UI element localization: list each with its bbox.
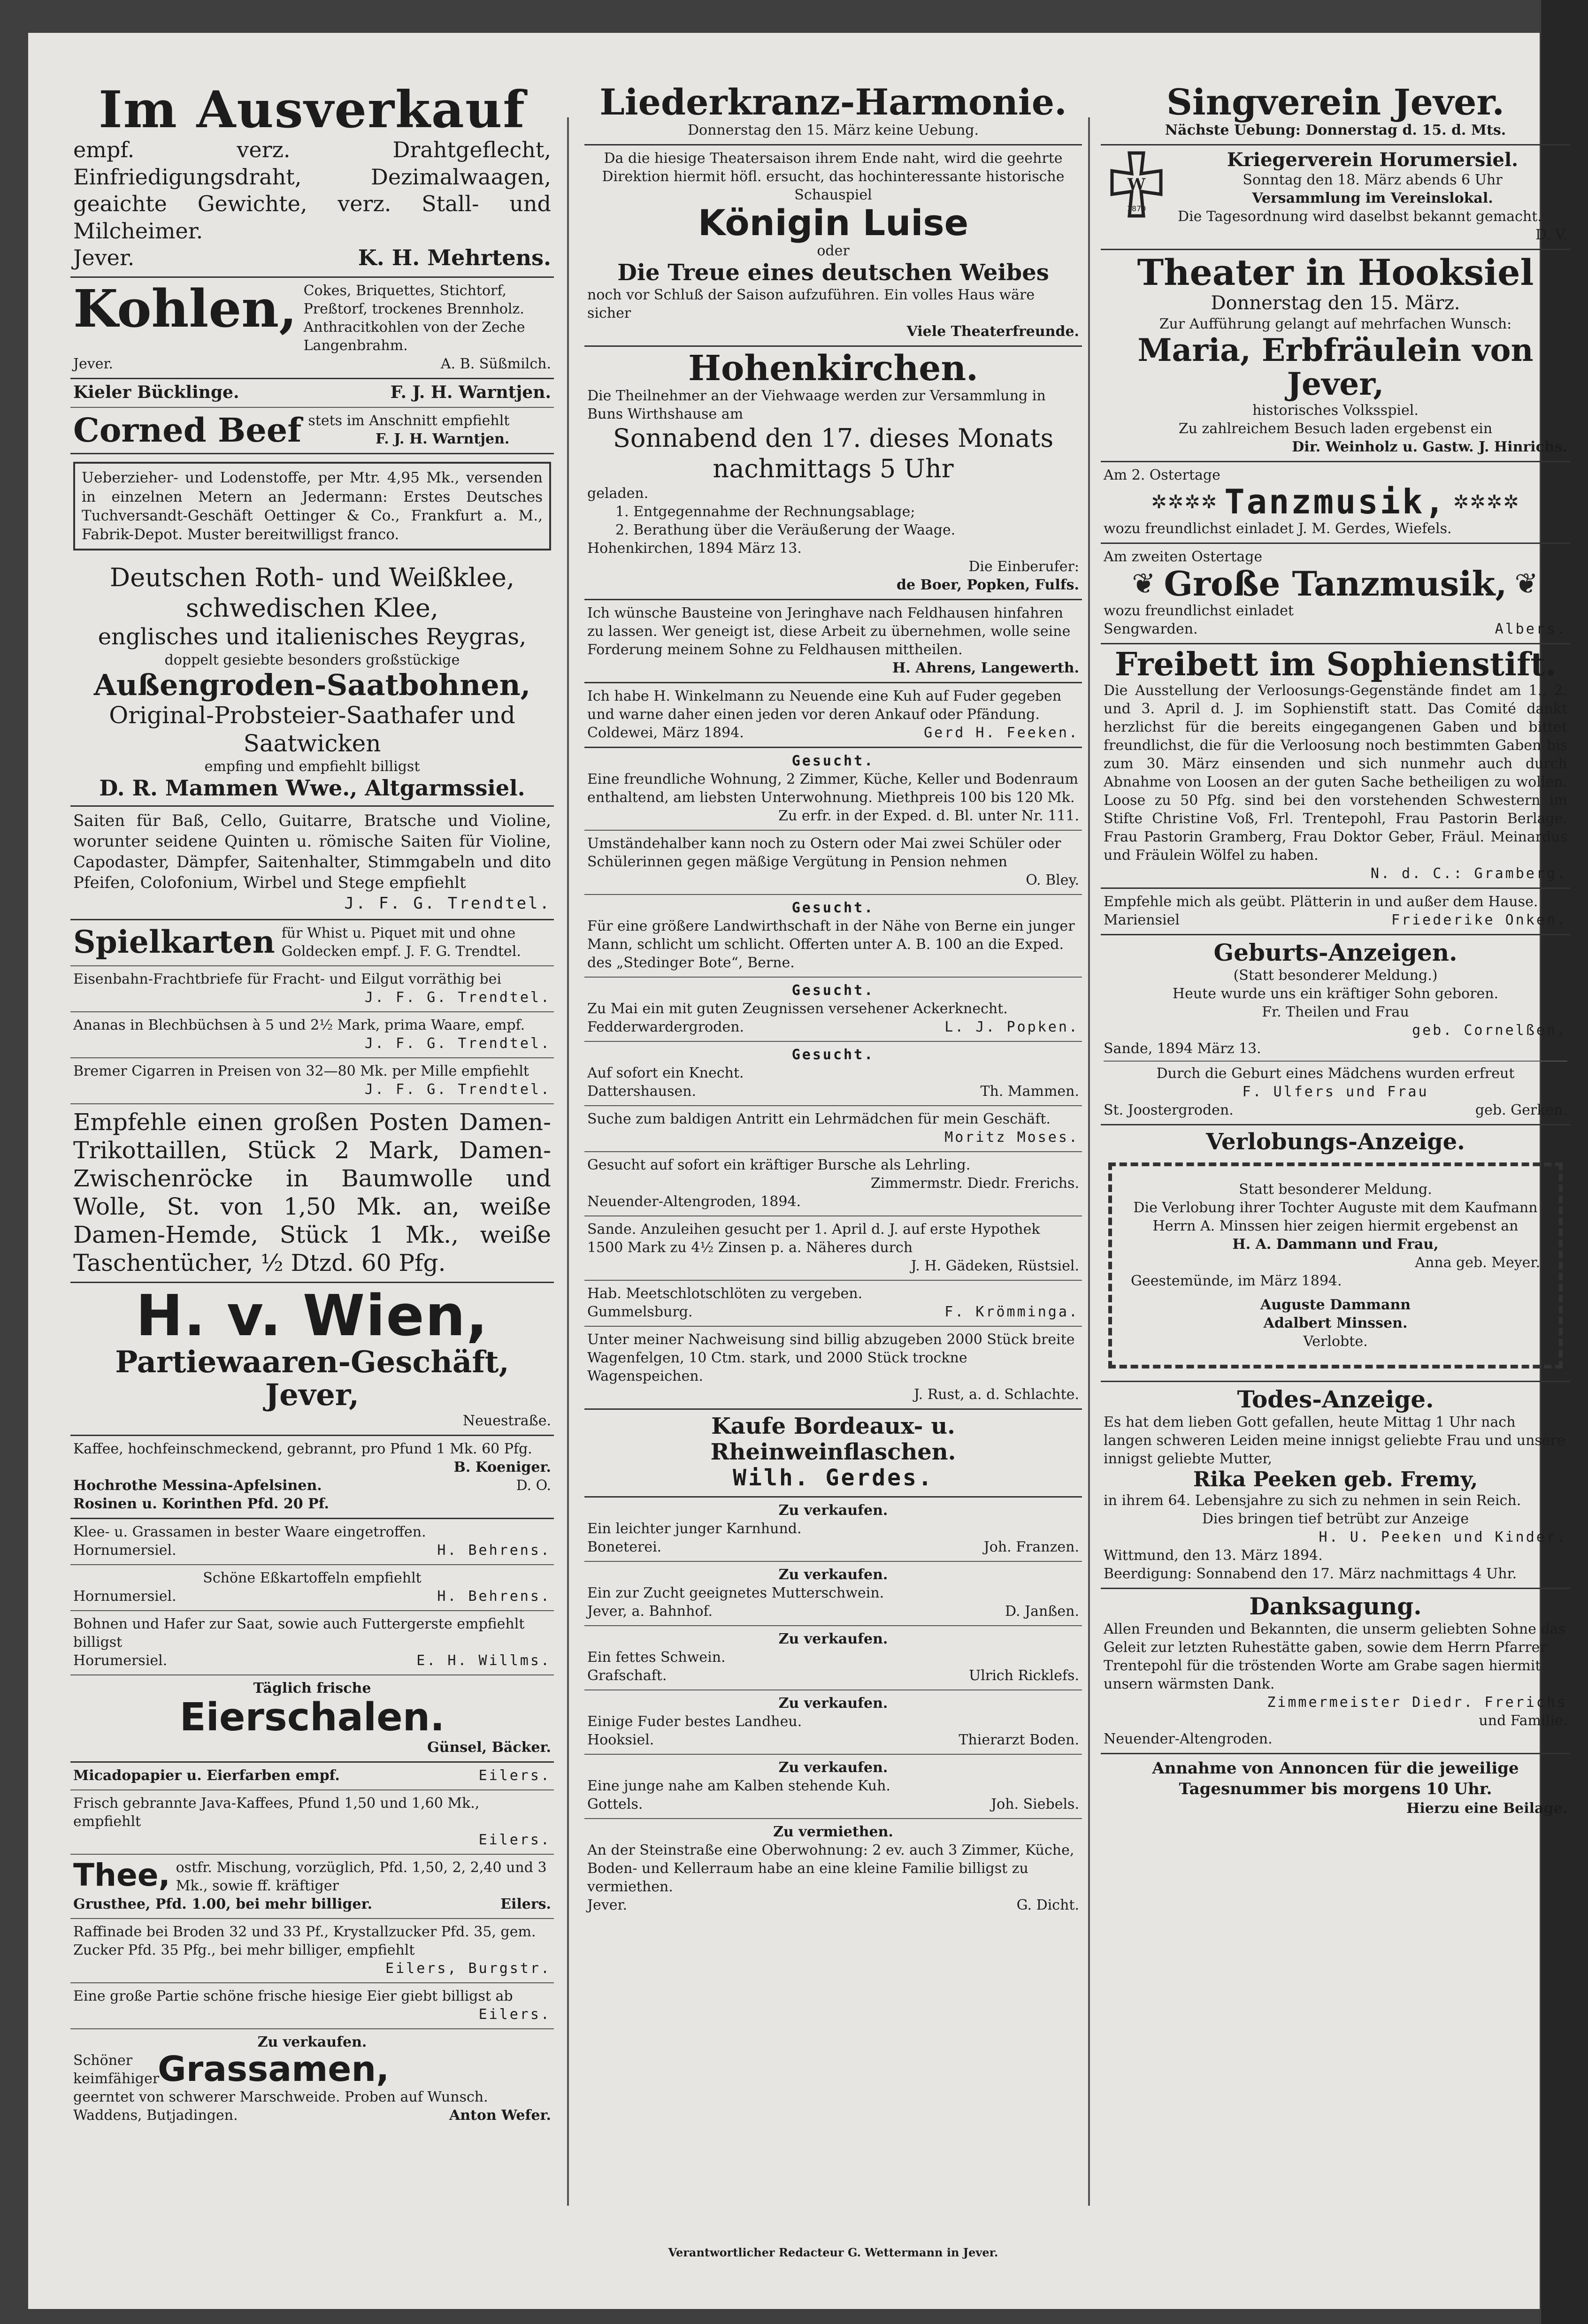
ad-eier [70,1983,554,2029]
vermieten-head: Zu vermiethen. [773,1823,893,1840]
ausverkauf-seller: K. H. Mehrtens. [358,245,551,271]
micado-seller: Eilers. [478,1767,551,1784]
ackerknecht-head: Gesucht. [791,982,875,999]
schloeten-seller: F. Krömminga. [944,1304,1079,1321]
cornedbeef-label: Corned Beef [73,410,302,450]
cross-year: 1870 [1127,204,1146,213]
mutterschwein-seller: D. Janßen. [1005,1603,1079,1620]
ad-cigarren [70,1058,554,1104]
ad-kartoffeln [70,1565,554,1611]
wohnung-text: Eine freundliche Wohnung, 2 Zimmer, Küche, Keller und Bodenraum enthaltend, am liebsten Unterwohnung. Miethpreis 100 bis 120 Mk. [587,771,1078,806]
liederkranz-headline: Liederkranz-Harmonie. [599,81,1067,123]
ad-freibett [1101,644,1570,889]
buecklinge-label: Kieler Bücklinge. [73,382,239,402]
ad-kuh2 [584,1755,1082,1819]
todes-headline: Todes-Anzeige. [1237,1385,1434,1414]
kuh2-place: Gottels. [587,1796,643,1812]
ackerknecht-place: Fedderwardergroden. [587,1019,744,1036]
saat-line1: Deutschen Roth- und Weißklee, [109,563,515,593]
ananas-seller: J. F. G. Trendtel. [364,1035,551,1052]
grassamen-text: geerntet von schwerer Marschweide. Proben auf Wunsch. [73,2088,488,2105]
ad-spielkarten [70,920,554,966]
footer-editor: Verantwortlicher Redacteur G. Wettermann in Jever. [668,2246,998,2259]
schueler-seller: O. Bley. [1026,872,1079,889]
cornedbeef-seller: F. J. H. Warntjen. [376,431,510,448]
ad-landheu [584,1690,1082,1755]
wien-headline: H. v. Wien, [136,1283,489,1349]
ackerknecht-text: Zu Mai ein mit guten Zeugnissen versehener Ackerknecht. [587,1001,1008,1017]
dank-text: Allen Freunden und Bekannten, die unserm geliebten Sohne das Geleit zur letzten Ruhestätte gaben, sowie dem Herrn Pfarrer Trentepohl für die tröstenden Worte am Grabe sagen hiermit unsern wärmsten Dank. [1104,1621,1565,1692]
todes-place: Wittmund, den 13. März 1894. [1104,1547,1323,1564]
kaffee-seller: B. Koeniger. [453,1459,551,1476]
karnhund-seller: Joh. Franzen. [983,1538,1079,1555]
hohenkirchen-item1: 1. Entgegennahme der Rechnungsablage; [615,504,915,520]
sande-text: Sande. Anzuleihen gesucht per 1. April d. J. auf erste Hypothek 1500 Mark zu 4½ Zinsen p. a. Näheres durch [587,1221,1040,1256]
geburt-names3: F. Ulfers und Frau [1242,1083,1429,1100]
freibett-text: Die Ausstellung der Verloosungs-Gegenstände findet am 1., 2. und 3. April d. J. im Sophienstift statt. Das Comité dankt herzlichst für die bereits eingegangenen Gaben und bittet freundlichst, die für die Verloosung noch bestimmten Gaben bis zum 30. März einsenden und sich nunmehr auch durch Abnahme von Loosen an der guten Sache betheiligen zu wollen. Loose zu 50 Pfg. sind bei den vorstehenden Schwestern im Stifte Christine Voß, Frl. Trentepohl, Frau Pastorin Berlage, Frau Pastorin Gramberg, Frau Doktor Geber, Fräul. Meinardus und Fräulein Wölfel zu haben. [1104,682,1567,864]
tanz2-place: Sengwarden. [1104,620,1198,637]
verlobung-bride: Auguste Dammann [1260,1297,1411,1314]
ad-annahme [1101,1754,1570,1822]
kuh2-seller: Joh. Siebels. [991,1796,1079,1812]
saat-seller: D. R. Mammen Wwe., Altgarmssiel. [99,775,525,801]
mutterschwein-place: Jever, a. Bahnhof. [587,1603,713,1620]
spielkarten-text: für Whist u. Piquet mit und ohne Goldecken empf. J. F. G. Trendtel. [281,925,521,960]
frachtbriefe-text: Eisenbahn-Frachtbriefe für Fracht- und Eilgut vorräthig bei [73,971,501,987]
geburt-sub: (Statt besonderer Meldung.) [1233,967,1438,984]
ad-trikot [70,1104,554,1283]
verlobung-status: Verlobte. [1303,1333,1368,1350]
saiten-text: Saiten für Baß, Cello, Guitarre, Bratsche und Violine, worunter seidene Quinten u. römische Saiten für Violine, Capodaster, Dämpfer, Saitenhalter, Stimmgabeln und dito Pfeifen, Colofonium, Wirbel und Stege empfiehlt [73,811,551,893]
bursche-place: Neuender-Altengroden, 1894. [587,1193,801,1210]
knecht-text: Auf sofort ein Knecht. [587,1065,744,1082]
eier-seller: Eilers. [478,2006,551,2023]
theater-sig: Dir. Weinholz u. Gastw. J. Hinrichs. [1292,438,1567,455]
eierschalen-seller: Günsel, Bäcker. [427,1739,551,1756]
vermieten-place: Jever. [587,1896,628,1913]
landwirt-head: Gesucht. [791,900,875,917]
ad-saiten [70,807,554,920]
luise-sig: Viele Theaterfreunde. [906,323,1079,340]
column-3 [1101,80,1570,2229]
ad-tanzmusik-1 [1101,462,1570,544]
kohlen-headline: Kohlen, [73,278,297,339]
frachtbriefe-seller: J. F. G. Trendtel. [364,989,551,1006]
thee-label: Thee, [73,1857,170,1893]
wagenfelgen-seller: J. Rust, a. d. Schlachte. [913,1386,1079,1403]
tanz2-headline: Große Tanzmusik, [1164,564,1507,604]
grassamen-headline: Grassamen, [158,2049,390,2089]
kuh2-text: Eine junge nahe am Kalben stehende Kuh. [587,1777,890,1794]
wagenfelgen-text: Unter meiner Nachweisung sind billig abzugeben 2000 Stück breite Wagenfelgen, 10 Ctm. stark, und 2000 Stück trockne Wagenspeichen. [587,1331,1075,1385]
cigarren-text: Bremer Cigarren in Preisen von 32—80 Mk. per Mille empfiehlt [73,1063,529,1079]
ad-landwirt [584,895,1082,978]
ad-wien [70,1283,554,1437]
spielkarten-label: Spielkarten [73,924,275,961]
ad-kaffee [70,1436,554,1519]
eierschalen-pre: Täglich frische [253,1680,371,1697]
ad-knecht [584,1042,1082,1106]
singverein-sub: Nächste Uebung: Donnerstag d. 15. d. Mts. [1165,122,1506,138]
ad-plaetterin [1101,889,1570,935]
verlobung-sub: Statt besonderer Meldung. [1239,1181,1432,1198]
kleesamen-text: Klee- u. Grassamen in bester Waare eingetroffen. [73,1524,426,1541]
hohenkirchen-date: Sonnabend den 17. dieses Monats [613,423,1054,453]
tanz1-headline: Tanzmusik, [1224,482,1447,521]
kuh-place: Coldewei, März 1894. [587,725,744,742]
todes-funeral: Beerdigung: Sonnabend den 17. März nachmittags 4 Uhr. [1104,1566,1517,1582]
saat-line7: empfing und empfiehlt billigst [204,758,420,775]
theater-date: Donnerstag den 15. März. [1211,292,1460,314]
kaffee-line3: Rosinen u. Korinthen Pfd. 20 Pf. [73,1496,329,1513]
saiten-seller: J. F. G. Trendtel. [344,894,551,913]
bohnen-place: Horumersiel. [73,1652,168,1669]
landheu-text: Einige Fuder bestes Landheu. [587,1713,802,1730]
verlobung-parents: H. A. Dammann und Frau, [1232,1236,1439,1253]
scroll-left-icon: ❦ [1132,567,1157,601]
ad-koenigin-luise [584,145,1082,347]
karnhund-place: Boneterei. [587,1538,662,1555]
verlobung-place: Geestemünde, im März 1894. [1131,1273,1342,1290]
kriegerverein-line1: Sonntag den 18. März abends 6 Uhr [1243,171,1503,188]
ad-karnhund [584,1498,1082,1562]
raffinade-text: Raffinade bei Broden 32 und 33 Pf., Krystallzucker Pfd. 35, gem. Zucker Pfd. 35 Pfg., bei mehr billiger, empfiehlt [73,1923,536,1958]
geburt-names: Fr. Theilen und Frau [1262,1003,1409,1020]
geburt-place2: St. Joostergroden. [1104,1101,1234,1118]
todes-text: Es hat dem lieben Gott gefallen, heute Mittag 1 Uhr nach langen schweren Leiden meine innigst geliebte Frau und unsere innigst geliebte Mutter, [1104,1414,1565,1467]
java-seller: Eilers. [478,1831,551,1848]
dank-place: Neuender-Altengroden. [1104,1730,1273,1747]
kriegerverein-line2: Versammlung im Vereinslokal. [1252,190,1493,206]
ad-grassamen [70,2029,554,2129]
landheu-seller: Thierarzt Boden. [959,1731,1079,1748]
plaetterin-text: Empfehle mich als geübt. Plätterin in und außer dem Hause. [1104,894,1538,910]
tanz1-pre: Am 2. Ostertage [1104,466,1220,483]
ad-corned-beef [70,408,554,454]
hohenkirchen-role: Die Einberufer: [968,558,1079,575]
kartoffeln-place: Hornumersiel. [73,1588,176,1605]
plaetterin-place: Mariensiel [1104,912,1180,929]
geburt-headline: Geburts-Anzeigen. [1213,939,1458,967]
geburt-names2: geb. Cornelßen. [1412,1022,1567,1039]
hohenkirchen-time: nachmittags 5 Uhr [713,454,954,484]
ad-ausverkauf [70,80,554,278]
scroll-right-icon: ❦ [1514,567,1539,601]
liederkranz-sub: Donnerstag den 15. März keine Uebung. [687,122,979,138]
cornedbeef-text: stets im Anschnitt empfiehlt [308,413,510,429]
schwein-place: Grafschaft. [587,1667,667,1684]
kuh-seller: Gerd H. Feeken. [924,725,1079,742]
hohenkirchen-sig: de Boer, Popken, Fulfs. [896,577,1079,594]
tanz2-seller: Albers. [1495,620,1567,637]
kriegerverein-title: Kriegerverein Horumersiel. [1227,148,1519,171]
buecklinge-seller: F. J. H. Warntjen. [390,382,551,402]
lodenstoffe-text: Ueberzieher- und Lodenstoffe, per Mtr. 4,95 Mk., versenden in einzelnen Metern an Jedermann: Erstes Deutsches Tuchversandt-Geschäft Oettinger & Co., Frankfurt a. M., Fabrik-Depot. Muster bereitwilligst franco. [73,462,551,550]
ornament-left-icon: ✲✲✲✲ [1151,491,1218,513]
raffinade-seller: Eilers, Burgstr. [385,1960,551,1977]
lehrmaedchen-seller: Moritz Moses. [944,1129,1079,1146]
landheu-place: Hooksiel. [587,1731,654,1748]
grassamen-side: Schöner keimfähiger [73,2052,160,2087]
luise-subtitle: Die Treue eines deutschen Weibes [617,259,1049,286]
ad-danksagung [1101,1589,1570,1754]
ad-geburt [1101,935,1570,1125]
saat-line5: Außengroden-Saatbohnen, [93,667,531,702]
kriegerverein-sig: D. V. [1535,226,1567,243]
verlobung-mother: Anna geb. Meyer. [1415,1254,1540,1271]
schloeten-place: Gummelsburg. [587,1304,693,1321]
landheu-head: Zu verkaufen. [778,1695,888,1712]
ad-lehrmaedchen [584,1106,1082,1152]
ad-thee [70,1855,554,1919]
kohlen-list: Cokes, Briquettes, Stichtorf, Preßtorf, trockenes Brennholz. Anthracitkohlen von der Zeche Langenbrahm. [303,282,525,354]
ad-hohenkirchen [584,347,1082,600]
schueler-text: Umständehalber kann noch zu Ostern oder Mai zwei Schüler oder Schülerinnen gegen mäßige Vergütung in Pension nehmen [587,835,1061,871]
theater-genre: historisches Volksspiel. [1252,402,1419,419]
ad-sande [584,1216,1082,1281]
kleesamen-seller: H. Behrens. [437,1542,551,1559]
kaffee-text: Kaffee, hochfeinschmeckend, gebrannt, pro Pfund 1 Mk. 60 Pfg. [73,1441,532,1458]
column-2 [584,80,1082,2229]
knecht-head: Gesucht. [791,1047,875,1063]
wohnung-head: Gesucht. [791,753,875,770]
saat-line4: doppelt gesiebte besonders großstückige [164,651,460,668]
theater-headline: Theater in Hooksiel [1137,251,1534,293]
ausverkauf-body: empf. verz. Drahtgeflecht, Einfriedigungsdraht, Dezimalwaagen, geaichte Gewichte, verz. Stall- und Milcheimer. [73,137,551,244]
mutterschwein-head: Zu verkaufen. [778,1566,888,1583]
vermieten-text: An der Steinstraße eine Oberwohnung: 2 ev. auch 3 Zimmer, Küche, Boden- und Kellerraum habe an eine kleine Familie billigst zu vermiethen. [587,1842,1074,1895]
kohlen-place: Jever. [73,355,114,372]
flaschen-seller: Wilh. Gerdes. [733,1465,934,1491]
ad-java [70,1790,554,1855]
ad-kriegerverein [1101,145,1570,250]
micado-text: Micadopapier u. Eierfarben empf. [73,1767,340,1784]
ackerknecht-seller: L. J. Popken. [944,1019,1079,1036]
verlobung-headline: Verlobungs-Anzeige. [1206,1128,1465,1155]
todes-sig: H. U. Peeken und Kinder. [1319,1529,1567,1546]
ad-schwein [584,1626,1082,1690]
eierschalen-headline: Eierschalen. [179,1695,445,1740]
schwein-head: Zu verkaufen. [778,1630,888,1647]
column-rule-1 [567,117,569,2206]
dank-headline: Danksagung. [1249,1592,1422,1621]
luise-text2: noch vor Schluß der Saison aufzuführen. Ein volles Haus wäre sicher [587,286,1035,321]
wien-sub: Partiewaaren-Geschäft, Jever, [115,1344,509,1413]
theater-text: Zur Aufführung gelangt auf mehrfachen Wunsch: [1159,315,1512,332]
ad-eierschalen [70,1675,554,1762]
ad-theater [1101,250,1570,462]
grassamen-place: Waddens, Butjadingen. [73,2107,238,2124]
schwein-text: Ein fettes Schwein. [587,1649,726,1666]
saat-line6: Original-Probsteier-Saathafer und Saatwicken [109,701,515,757]
annahme-note: Hierzu eine Beilage. [1406,1800,1567,1817]
ad-wagenfelgen [584,1327,1082,1410]
karnhund-text: Ein leichter junger Karnhund. [587,1520,802,1537]
ad-mutterschwein [584,1562,1082,1626]
schwein-seller: Ulrich Ricklefs. [968,1667,1079,1684]
kleesamen-place: Hornumersiel. [73,1542,176,1559]
ad-vermieten [584,1819,1082,1919]
theater-invite: Zu zahlreichem Besuch laden ergebenst ein [1178,420,1493,437]
tanz2-text: wozu freundlichst einladet [1104,602,1294,619]
ad-lodenstoffe [70,454,554,559]
dank-sig2: und Familie. [1479,1712,1567,1729]
kaffee-line2: Hochrothe Messina-Apfelsinen. [73,1477,322,1494]
verlobung-groom: Adalbert Minssen. [1263,1315,1408,1332]
knecht-place: Dattershausen. [587,1083,697,1100]
ad-liederkranz [584,80,1082,145]
hohenkirchen-text: Die Theilnehmer an der Viehwaage werden zur Versammlung in Buns Wirthshause am [587,388,1046,423]
hohenkirchen-dateline: Hohenkirchen, 1894 März 13. [587,540,802,557]
thee-line2: Grusthee, Pfd. 1.00, bei mehr billiger. [73,1896,373,1912]
hohenkirchen-item2: 2. Berathung über die Veräußerung der Waage. [615,522,956,539]
luise-oder: oder [817,242,850,259]
schloeten-text: Hab. Meetschlotschlöten zu vergeben. [587,1285,863,1302]
geburt-names4: geb. Gerken. [1475,1101,1567,1118]
bohnen-seller: E. H. Willms. [416,1652,551,1669]
freibett-sig: N. d. C.: Gramberg. [1370,865,1567,882]
bursche-text: Gesucht auf sofort ein kräftiger Bursche als Lehrling. [587,1157,971,1174]
cigarren-seller: J. F. G. Trendtel. [364,1081,551,1098]
saat-line2: schwedischen Klee, [185,593,439,623]
geburt-text2: Durch die Geburt eines Mädchens wurden erfreut [1156,1065,1515,1082]
ad-kohlen [70,278,554,379]
todes-text3: Dies bringen tief betrübt zur Anzeige [1202,1511,1469,1528]
geburt-text: Heute wurde uns ein kräftiger Sohn geboren. [1172,985,1499,1002]
thee-seller: Eilers. [500,1896,551,1912]
kartoffeln-seller: H. Behrens. [437,1588,551,1605]
grassamen-pre: Zu verkaufen. [257,2034,367,2050]
trikot-text: Empfehle einen großen Posten Damen-Trikottaillen, Stück 2 Mark, Damen-Zwischenröcke in Baumwolle und Wolle, St. von 1,50 Mk. an, weiße Damen-Hemde, Stück 1 Mk., weiße Taschentücher, ½ Dtzd. 60 Pfg. [73,1108,551,1277]
bursche-seller: Zimmermstr. Diedr. Frerichs. [870,1175,1079,1192]
kartoffeln-text: Schöne Eßkartoffeln empfiehlt [203,1570,422,1587]
java-text: Frisch gebrannte Java-Kaffees, Pfund 1,50 und 1,60 Mk., empfiehlt [73,1795,480,1830]
dank-sig: Zimmermeister Diedr. Frerichs [1267,1694,1567,1711]
ad-buecklinge [70,379,554,408]
ad-bausteine [584,600,1082,683]
landwirt-text: Für eine größere Landwirthschaft in der Nähe von Berne ein junger Mann, schlicht um schlicht. Offerten unter A. B. 100 an die Exped. des „Stedinger Bote“, Berne. [587,918,1075,971]
ad-ackerknecht [584,978,1082,1042]
wohnung-line2: Zu erfr. in der Exped. d. Bl. unter Nr. 111. [778,808,1079,825]
ad-ananas [70,1012,554,1058]
ad-micado [70,1763,554,1790]
verlobung-frame [1108,1162,1563,1368]
kuh-text: Ich habe H. Winkelmann zu Neuende eine Kuh auf Fuder gegeben und warne daher einen jeden vor deren Ankauf oder Pfändung. [587,688,1062,723]
sande-seller: J. H. Gädeken, Rüstsiel. [911,1258,1079,1275]
ad-schueler [584,831,1082,895]
bausteine-seller: H. Ahrens, Langewerth. [892,660,1079,677]
geburt-place: Sande, 1894 März 13. [1104,1040,1261,1057]
plaetterin-seller: Friederike Onken. [1391,912,1567,929]
ausverkauf-place: Jever. [73,245,135,271]
luise-title: Königin Luise [698,201,969,244]
ad-kuh [584,683,1082,748]
ad-saat [70,559,554,806]
eier-text: Eine große Partie schöne frische hiesige Eier giebt billigst ab [73,1988,513,2004]
bohnen-text: Bohnen und Hafer zur Saat, sowie auch Futtergerste empfiehlt billigst [73,1616,525,1651]
bausteine-text: Ich wünsche Bausteine von Jeringhave nach Feldhausen hinfahren zu lassen. Wer geneigt ist, diese Arbeit zu übernehmen, wolle seine Forderung meinem Sohne zu Feldhausen mittheilen. [587,605,1071,658]
tanz1-text: wozu freundlichst einladet J. M. Gerdes, Wiefels. [1104,520,1452,537]
todes-name: Rika Peeken geb. Fremy, [1193,1467,1478,1491]
verlobung-text: Die Verlobung ihrer Tochter Auguste mit dem Kaufmann Herrn A. Minssen hier zeigen hiermit ergebenst an [1133,1200,1538,1235]
vermieten-seller: G. Dicht. [1016,1896,1079,1913]
annahme-text: Annahme von Annoncen für die jeweilige Tagesnummer bis morgens 10 Uhr. [1152,1758,1519,1798]
ad-wohnung [584,748,1082,831]
tanz2-pre: Am zweiten Ostertage [1104,549,1263,566]
ausverkauf-headline: Im Ausverkauf [99,80,526,139]
thee-text: ostfr. Mischung, vorzüglich, Pfd. 1,50, 2, 2,40 und 3 Mk., sowie ff. kräftiger [176,1859,547,1894]
ad-tanzmusik-2 [1101,544,1570,644]
freibett-headline: Freibett im Sophienstift. [1114,645,1557,683]
theater-play: Maria, Erbfräulein von Jever, [1137,331,1534,403]
wien-street: Neuestraße. [462,1413,551,1430]
ad-flaschen [584,1410,1082,1498]
saat-line3: englisches und italienisches Reygras, [98,624,527,650]
kohlen-seller: A. B. Süßmilch. [440,355,551,372]
mutterschwein-text: Ein zur Zucht geeignetes Mutterschwein. [587,1584,884,1601]
flaschen-headline: Kaufe Bordeaux- u. Rheinweinflaschen. [710,1413,956,1466]
grassamen-seller: Anton Wefer. [449,2107,551,2124]
ad-todes [1101,1382,1570,1589]
iron-cross-icon [1104,149,1169,220]
ad-verlobung [1101,1125,1570,1382]
ad-raffinade [70,1919,554,1983]
kaffee-sig: D. O. [516,1477,551,1494]
kriegerverein-line3: Die Tagesordnung wird daselbst bekannt gemacht. [1178,208,1542,225]
lehrmaedchen-text: Suche zum baldigen Antritt ein Lehrmädchen für mein Geschäft. [587,1111,1051,1128]
hohenkirchen-headline: Hohenkirchen. [688,348,978,389]
cross-letter: W [1127,175,1146,194]
ornament-right-icon: ✲✲✲✲ [1453,491,1520,513]
ad-schloeten [584,1281,1082,1327]
ad-frachtbriefe [70,966,554,1012]
knecht-seller: Th. Mammen. [980,1083,1079,1100]
ad-bohnen [70,1611,554,1675]
ad-bursche [584,1152,1082,1216]
todes-text2: in ihrem 64. Lebensjahre zu sich zu nehmen in sein Reich. [1104,1492,1521,1509]
luise-text: Da die hiesige Theatersaison ihrem Ende naht, wird die geehrte Direktion hiermit höfl. ersucht, das hochinteressante historische Schauspiel [602,150,1065,203]
ad-kleesamen [70,1519,554,1565]
hohenkirchen-geladen: geladen. [587,485,649,502]
kuh2-head: Zu verkaufen. [778,1759,888,1776]
ad-singverein [1101,80,1570,145]
singverein-headline: Singverein Jever. [1166,81,1504,123]
ananas-text: Ananas in Blechbüchsen à 5 und 2½ Mark, prima Waare, empf. [73,1017,525,1033]
column-rule-2 [1088,117,1090,2206]
column-1 [70,80,554,2229]
karnhund-head: Zu verkaufen. [778,1502,888,1519]
